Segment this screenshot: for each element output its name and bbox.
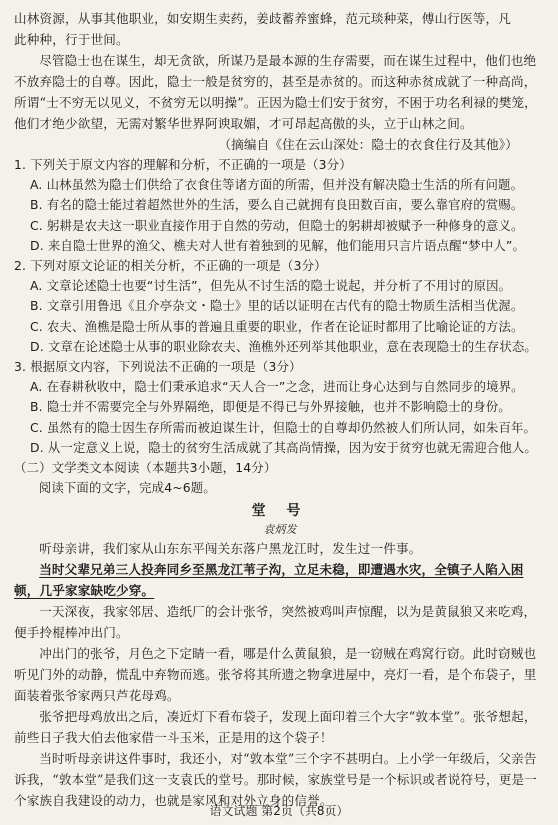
option-b: B. 有名的隐士能过着超然世外的生活，要么自己就拥有良田数百亩，要么靠官府的赏赐。	[30, 197, 524, 213]
passage-paragraph: 尽管隐士也在谋生，却无贪欲，所谋乃是最本源的生存需要，而在谋生过程中，他们也绝不放弃隐士的自尊。因此，隐士一般是贫穷的，甚至是赤贫的。而这种赤贫成就了一种高尚，所谓“士不穷无以见义，不贫穷无以明操”。正因为隐士们安于贫穷，不困于功名利禄的樊笼，他们才绝少欲望，无需对繁华世界阿谀取媚，才可昂起高傲的头，立于山林之间。	[14, 53, 537, 131]
option-a: A. 在春耕秋收中，隐士们秉承追求“天人合一”之念，进而让身心达到与自然同步的境界。	[30, 379, 524, 395]
source-citation: （摘编自《住在云山深处：隐士的衣食住行及其他》）	[218, 137, 518, 152]
question-3	[14, 357, 546, 458]
option-d: D. 文章在论述隐士从事的职业除农夫、渔樵外还列举其他职业，意在表现隐士的生存状态。	[30, 338, 537, 354]
story-title: 堂 号	[251, 503, 309, 520]
story-paragraph: 张爷把母鸡放出之后，凑近灯下看布袋子，发现上面印着三个大字“敦本堂”。张爷想起，前些日子我大伯去他家借一斗玉米，正是用的这个袋子！	[14, 709, 537, 746]
story-paragraph: 当时听母亲讲这件事时，我还小，对“敦本堂”三个字不甚明白。上小学一年级后，父亲告诉我，“敦本堂”是我们这一支袁氏的堂号。那时候，家族堂号是一个标识或者说符号，更是一个家族自我建设的动力，也就是家风和对外立身的信誉。	[14, 751, 537, 809]
question-1	[14, 155, 546, 256]
question-2	[14, 256, 546, 357]
story-paragraph: 一天深夜，我家邻居、造纸厂的会计张爷，突然被鸡叫声惊醒，以为是黄鼠狼又来吃鸡，便手拎棍棒冲出门。	[14, 604, 537, 641]
option-c: C. 农夫、渔樵是隐士所从事的普遍且重要的职业，作者在论证时都用了比喻论证的方法。	[30, 318, 524, 334]
section-heading: （二）文学类文本阅读（本题共3小题，14分）	[14, 460, 277, 476]
underlined-paragraph: 当时父辈兄弟三人投奔同乡至黑龙江苇子沟，立足未稳，即遭遇水灾，全镇子人陷入困顿，几乎家家缺吃少穿。	[14, 562, 524, 599]
option-b: B. 隐士并不需要完全与外界隔绝，即便是不得已与外界接触，也并不影响隐士的身份。	[30, 399, 511, 415]
option-a: A. 山林虽然为隐士们供给了衣食住等诸方面的所需，但并没有解决隐士生活的所有问题。	[30, 177, 524, 193]
page-footer: 语文试题 第2页（共8页）	[209, 804, 349, 818]
option-d: D. 从一定意义上说，隐士的贫穷生活成就了其高尚情操，因为安于贫穷也就无需迎合他人。	[30, 439, 537, 455]
passage-paragraph: 此种种，行于世间。	[14, 32, 129, 47]
question-stem: 3. 根据原文内容，下列说法不正确的一项是（3分）	[14, 359, 302, 375]
option-a: A. 文章论述隐士也要“讨生活”，但先从不讨生活的隐士说起，并分析了不用讨的原因。	[30, 278, 512, 294]
option-c: C. 躬耕是农夫这一职业直接作用于自然的劳动，但隐士的躬耕却被赋予一种修身的意义。	[30, 217, 524, 233]
question-stem: 2. 下列对原文论证的相关分析，不正确的一项是（3分）	[14, 258, 327, 274]
option-c: C. 虽然有的隐士因生存所需而被迫谋生计，但隐士的自尊却仍然被人们所认同，如朱百年。	[30, 419, 537, 435]
story-author: 袁炳发	[263, 523, 297, 537]
option-b: B. 文章引用鲁迅《且介亭杂文・隐士》里的话以证明在古代有的隐士物质生活相当优渥。	[30, 298, 524, 314]
passage-paragraph: 山林资源，从事其他职业，如安期生卖药，姜歧蓄养蜜蜂，范元琰种菜，傅山行医等，凡	[14, 11, 512, 26]
story-paragraph: 听母亲讲，我们家从山东东平闯关东落户黑龙江时，发生过一件事。	[39, 541, 422, 557]
option-d: D. 来自隐士世界的渔父、樵夫对人世有着独到的见解，他们能用只言片语点醒“梦中人”。	[30, 237, 526, 253]
question-stem: 1. 下列关于原文内容的理解和分析，不正确的一项是（3分）	[14, 157, 352, 172]
story-paragraph: 冲出门的张爷，月色之下定睛一看，哪是什么黄鼠狼，是一窃贼在鸡窝行窃。此时窃贼也听见门外的动静，慌乱中弃物而逃。张爷将其所遗之物拿进屋中，亮灯一看，是个布袋子，里面装着张爷家两只芦花母鸡。	[14, 646, 537, 704]
reading-instruction: 阅读下面的文字，完成4~6题。	[38, 480, 216, 496]
